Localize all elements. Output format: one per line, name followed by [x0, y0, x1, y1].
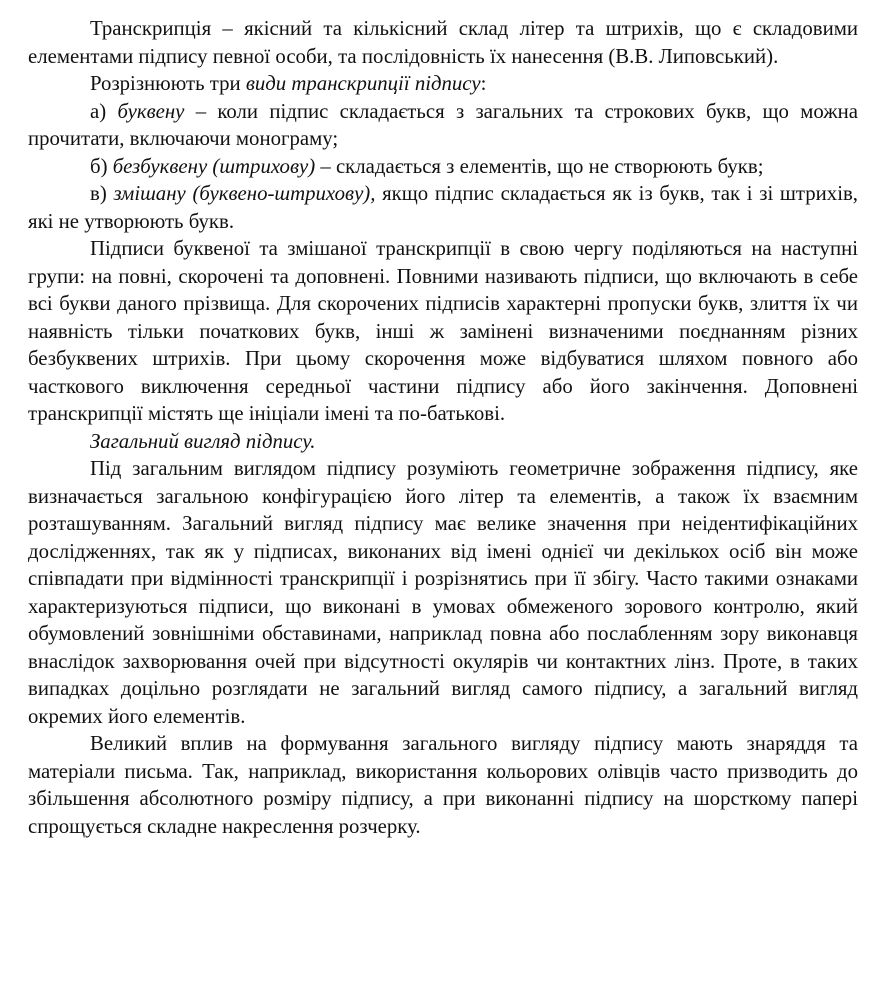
list-item-b	[28, 153, 858, 181]
document-page	[28, 15, 858, 840]
paragraph-types-intro	[28, 70, 858, 98]
list-item-c	[28, 180, 858, 235]
paragraph-transcription-definition: Транскрипція – якісний та кількісний склад літер та штрихів, що є складовими елементами підпису певної особи, та послідовність їх нанесення (В.В. Липовський).	[28, 17, 858, 68]
list-item-a	[28, 98, 858, 153]
list-item-b-text: – складається з елементів, що не створюють букв;	[315, 154, 764, 178]
types-intro-text: Розрізнюють три	[90, 72, 246, 95]
list-item-c-term: змішану (буквено-штрихову),	[113, 182, 376, 205]
paragraph-general-view: Під загальним виглядом підпису розуміють геометричне зображення підпису, яке визначається загальною конфігурацією його літер та елементів, а також їх взаємним розташуванням. Загальний вигляд підпису має велике значення при неідентифікаційних дослідженнях, так як у підписах, виконаних від імені однієї чи декількох осіб він може співпадати при відмінності транскрипції і розрізнятись при її збігу. Часто такими ознаками характеризуються підписи, що виконані в умовах обмеженого зорового контролю, який обумовлений зовнішніми обставинами, наприклад повна або послабленням зору виконавця внаслідок захворювання очей при відсутності окулярів чи контактних лінз. Проте, в таких випадках доцільно розглядати не загальний вигляд самого підпису, а загальний вигляд окремих його елементів.	[28, 457, 858, 728]
list-item-c-marker: в)	[90, 182, 114, 205]
paragraph-writing-tools: Великий вплив на формування загального вигляду підпису мають знаряддя та матеріали письма. Так, наприклад, використання кольорових олівців часто призводить до збільшення абсолютного розміру підпису, а при виконанні підпису на шорсткому папері спрощується складне накреслення розчерку.	[28, 732, 858, 838]
list-item-a-marker: а)	[90, 99, 118, 123]
section-heading-text: Загальний вигляд підпису.	[90, 429, 316, 453]
paragraph-transcription-groups: Підписи буквеної та змішаної транскрипції в свою чергу поділяються на наступні групи: на повні, скорочені та доповнені. Повними називають підписи, що включають в себе всі букви даного прізвища. Для скорочених підписів характерні пропуски букв, злиття їх чи наявність тільки початкових букв, інші ж замінені визначеними поєднанням різних безбуквених штрихів. При цьому скорочення може відбуватися шляхом повного або часткового виключення середньої частини підпису або його закінчення. Доповнені транскрипції містять ще ініціали імені та по-батькові.	[28, 237, 858, 425]
section-heading-general-view	[28, 428, 858, 456]
list-item-c-text: якщо підпис складається як із букв, так і зі штрихів, які не утворюють букв.	[28, 182, 859, 233]
types-intro-colon: :	[480, 72, 487, 95]
list-item-a-term: буквену	[117, 99, 185, 123]
list-item-a-text: – коли підпис складається з загальних та строкових букв, що можна прочитати, включаючи монограму;	[28, 99, 859, 150]
list-item-b-term: безбуквену (штрихову)	[112, 154, 316, 178]
types-intro-emphasis: види транскрипції підпису	[245, 72, 481, 95]
list-item-b-marker: б)	[90, 154, 113, 178]
